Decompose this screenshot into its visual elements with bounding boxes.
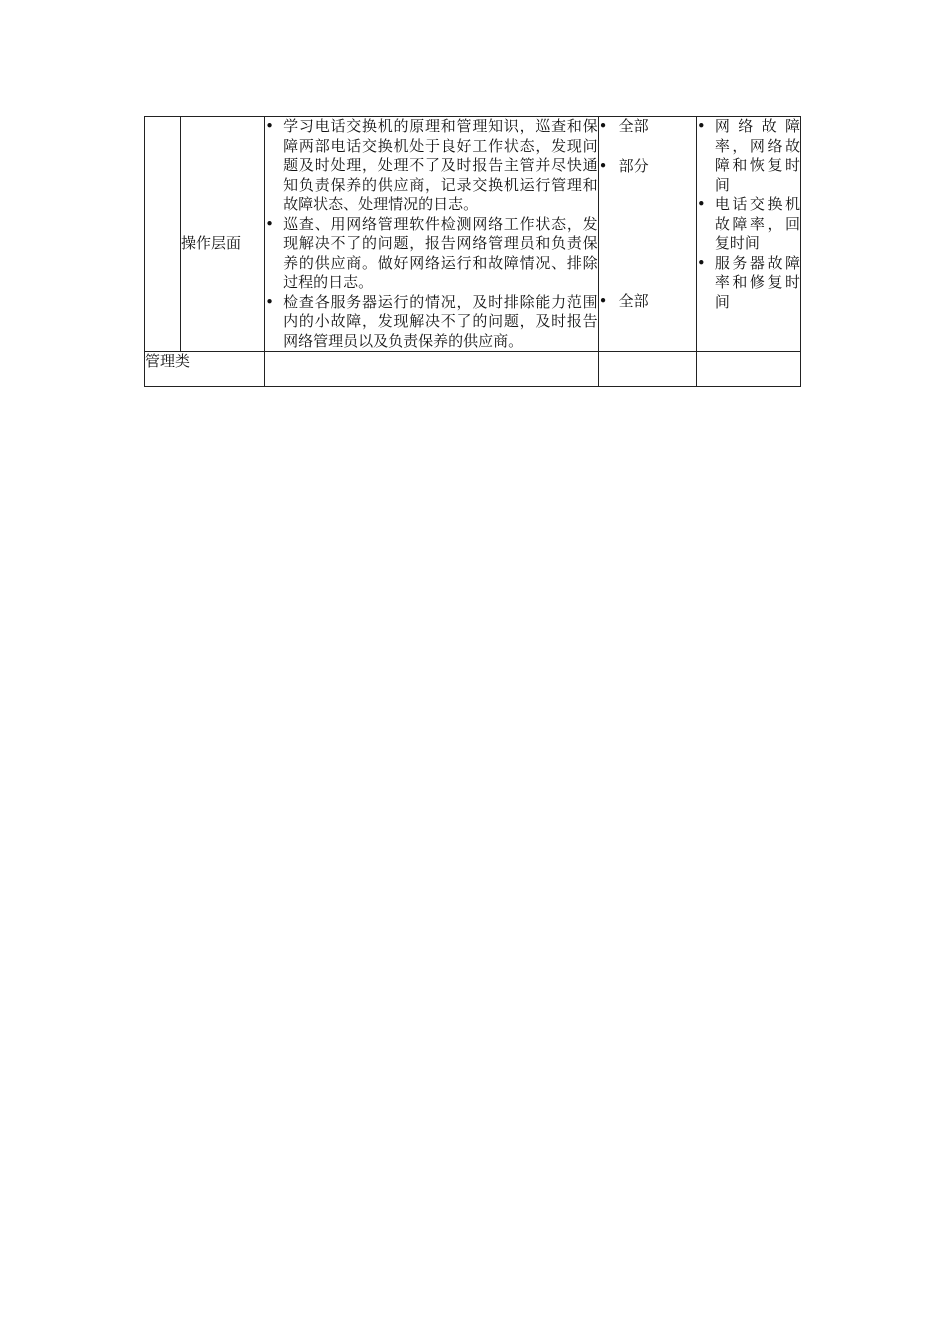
- metrics-list: [697, 117, 800, 312]
- duties-cell: [265, 117, 599, 352]
- bullet-icon: •: [696, 195, 706, 213]
- bullet-icon: •: [265, 292, 275, 311]
- bullet-icon: •: [598, 292, 608, 310]
- bullet-icon: •: [265, 214, 275, 233]
- table-row-operation: [145, 117, 801, 352]
- metric-item: • 服务器故障率和修复时间: [696, 253, 800, 311]
- scope-item: • 全部: [598, 117, 649, 135]
- scope-cell: [598, 117, 696, 352]
- bullet-icon: •: [696, 117, 706, 135]
- duty-item: • 学习电话交换机的原理和管理知识，巡查和保障两部电话交换机处于良好工作状态，发现问题及时处理，处理不了及时报告主管并尽快通知负责保养的供应商，记录交换机运行管理和故障状态、处理情况的日志。: [265, 117, 598, 213]
- metrics-cell: [696, 117, 800, 352]
- bullet-icon: •: [265, 117, 275, 135]
- scope-item: • 全部: [598, 292, 649, 310]
- metric-item: • 网络故障率，网络故障和恢复时间: [696, 117, 800, 194]
- bullet-icon: •: [598, 156, 608, 175]
- scope-item: • 部分: [598, 156, 649, 175]
- bullet-icon: •: [696, 253, 706, 272]
- metric-item: • 电话交换机故障率，回复时间: [696, 195, 800, 252]
- bullet-icon: •: [598, 117, 608, 135]
- management-label: 管理类: [145, 352, 265, 387]
- table-row-management: [145, 352, 801, 387]
- duty-item: • 巡查、用网络管理软件检测网络工作状态，发现解决不了的问题，报告网络管理员和负责保养的供应商。做好网络运行和故障情况、排除过程的日志。: [265, 214, 598, 291]
- level-label: 操作层面: [181, 234, 242, 252]
- duty-item: • 检查各服务器运行的情况，及时排除能力范围内的小故障，发现解决不了的问题，及时报告网络管理员以及负责保养的供应商。: [265, 292, 598, 350]
- management-metrics-cell: [696, 352, 800, 387]
- duties-list: [265, 117, 598, 351]
- management-duties-cell: [265, 352, 599, 387]
- duty-table: [144, 116, 801, 387]
- category-cell: [145, 117, 181, 352]
- management-scope-cell: [598, 352, 696, 387]
- level-cell: [181, 117, 265, 352]
